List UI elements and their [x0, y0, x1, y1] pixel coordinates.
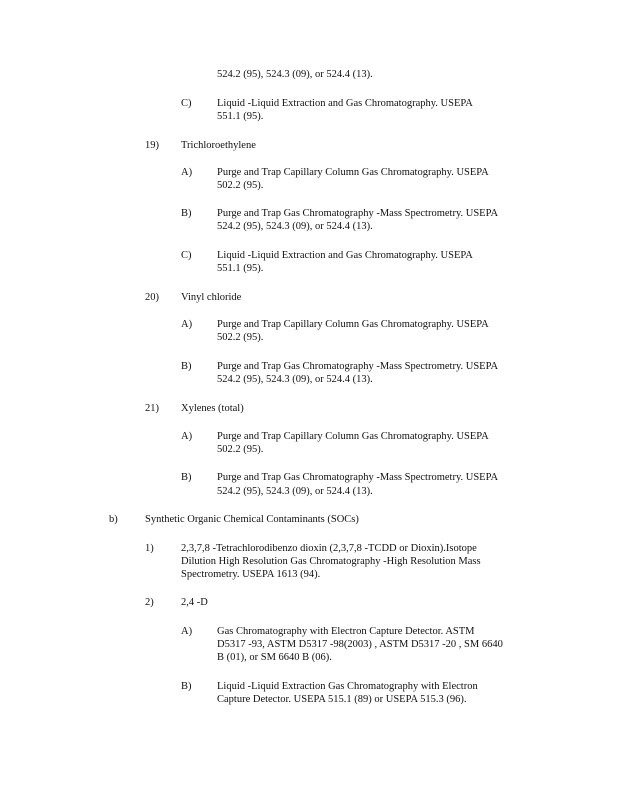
- contaminant-title: Trichloroethylene: [181, 140, 256, 151]
- method-line: Liquid -Liquid Extraction and Gas Chromatography. USEPA: [217, 250, 473, 261]
- method-line: Liquid -Liquid Extraction and Gas Chromatography. USEPA: [217, 98, 473, 109]
- method-line: B (01), or SM 6640 B (06).: [217, 652, 332, 663]
- item-number: 21): [145, 403, 159, 414]
- section-title: Synthetic Organic Chemical Contaminants (SOCs): [145, 514, 359, 525]
- method-line: 2,3,7,8 -Tetrachlorodibenzo dioxin (2,3,7,8 -TCDD or Dioxin).Isotope: [181, 543, 477, 554]
- method-line: 524.2 (95), 524.3 (09), or 524.4 (13).: [217, 486, 373, 497]
- method-line: Purge and Trap Capillary Column Gas Chromatography. USEPA: [217, 431, 489, 442]
- sub-item-label: C): [181, 98, 192, 109]
- method-line: Purge and Trap Gas Chromatography -Mass Spectrometry. USEPA: [217, 361, 499, 372]
- contaminant-title: Vinyl chloride: [181, 292, 242, 303]
- method-line: 502.2 (95).: [217, 444, 264, 455]
- sub-item-label: B): [181, 681, 192, 692]
- method-line: D5317 -93, ASTM D5317 -98(2003) , ASTM D5317 -20 , SM 6640: [217, 639, 503, 650]
- method-line: Purge and Trap Gas Chromatography -Mass Spectrometry. USEPA: [217, 472, 499, 483]
- method-line: 551.1 (95).: [217, 111, 264, 122]
- sub-item-label: A): [181, 167, 193, 178]
- method-line: Purge and Trap Capillary Column Gas Chromatography. USEPA: [217, 319, 489, 330]
- item-number: 20): [145, 292, 159, 303]
- method-line: 502.2 (95).: [217, 180, 264, 191]
- item-number: 2): [145, 597, 154, 608]
- sub-item-label: B): [181, 472, 192, 483]
- method-line: Capture Detector. USEPA 515.1 (89) or USEPA 515.3 (96).: [217, 694, 467, 705]
- contaminant-title: 2,4 -D: [181, 597, 208, 608]
- sub-item-label: B): [181, 361, 192, 372]
- item-number: 1): [145, 543, 154, 554]
- method-line: Dilution High Resolution Gas Chromatography -High Resolution Mass: [181, 556, 481, 567]
- method-line: Purge and Trap Capillary Column Gas Chromatography. USEPA: [217, 167, 489, 178]
- sub-item-label: A): [181, 319, 193, 330]
- method-line: 524.2 (95), 524.3 (09), or 524.4 (13).: [217, 374, 373, 385]
- contaminant-title: Xylenes (total): [181, 403, 244, 414]
- method-line: 502.2 (95).: [217, 332, 264, 343]
- sub-item-label: A): [181, 431, 193, 442]
- method-line: Spectrometry. USEPA 1613 (94).: [181, 569, 321, 580]
- method-line: 524.2 (95), 524.3 (09), or 524.4 (13).: [217, 221, 373, 232]
- sub-item-label: A): [181, 626, 193, 637]
- sub-item-label: B): [181, 208, 192, 219]
- method-line: 524.2 (95), 524.3 (09), or 524.4 (13).: [217, 69, 373, 80]
- method-line: Gas Chromatography with Electron Capture Detector. ASTM: [217, 626, 475, 637]
- method-line: Purge and Trap Gas Chromatography -Mass Spectrometry. USEPA: [217, 208, 499, 219]
- item-number: 19): [145, 140, 159, 151]
- method-line: Liquid -Liquid Extraction Gas Chromatography with Electron: [217, 681, 478, 692]
- sub-item-label: C): [181, 250, 192, 261]
- method-line: 551.1 (95).: [217, 263, 264, 274]
- section-label: b): [109, 514, 118, 525]
